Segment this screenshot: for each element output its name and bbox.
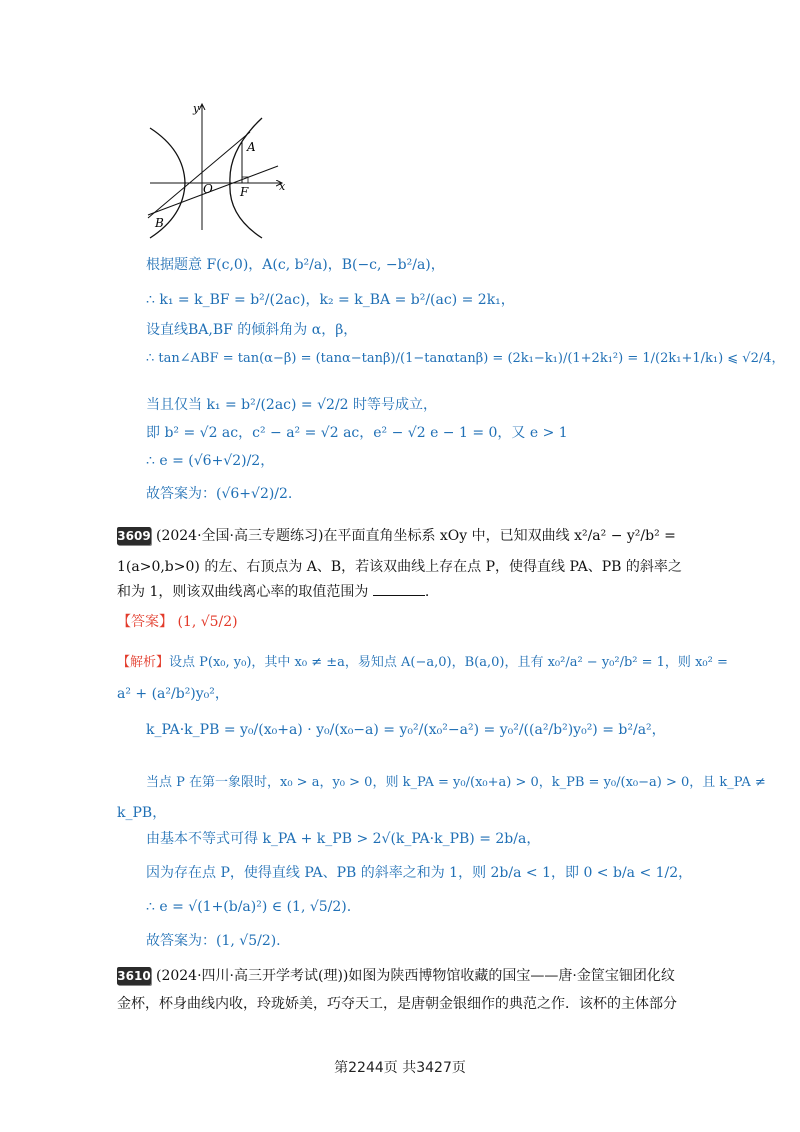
sol-line-6: 即 b² = √2 ac，c² − a² = √2 ac，e² − √2 e − 1 = 0，又 e > 1 (146, 425, 568, 441)
analysis-line-5: k_PB， (117, 805, 167, 821)
q3609-line-1: (2024·全国·高三专题练习)在平面直角坐标系 xOy 中，已知双曲线 x²/a² − y²/b² = (156, 528, 676, 544)
answer-label: 【答案】 (117, 614, 173, 630)
analysis-line-2: a² + (a²/b²)y₀²， (117, 686, 229, 702)
analysis-line-3: k_PA·k_PB = y₀/(x₀+a) · y₀/(x₀−a) = y₀²/(x₀²−a²) = y₀²/((a²/b²)y₀²) = b²/a²， (146, 722, 666, 738)
analysis-line-7: 因为存在点 P，使得直线 PA、PB 的斜率之和为 1，则 2b/a < 1，即 0 < b/a < 1/2， (146, 865, 693, 881)
sol-line-8: 故答案为：(√6+√2)/2. (146, 486, 293, 502)
q3610-line-2: 金杯，杯身曲线内收，玲珑娇美，巧夺天工，是唐朝金银细作的典范之作．该杯的主体部分 (117, 996, 677, 1012)
line-BA (148, 132, 250, 218)
sol-line-2: ∴ k₁ = k_BF = b²/(2ac)，k₂ = k_BA = b²/(ac) = 2k₁， (146, 292, 515, 308)
label-B: B (155, 216, 164, 230)
analysis-line-6: 由基本不等式可得 k_PA + k_PB > 2√(k_PA·k_PB) = 2b/a， (146, 831, 541, 847)
q3609-line-3-text: 和为 1，则该双曲线离心率的取值范围为 (117, 584, 369, 600)
sol-line-1: 根据题意 F(c,0)，A(c, b²/a)，B(−c, −b²/a)， (146, 257, 445, 273)
analysis-line-1-text: 设点 P(x₀, y₀)，其中 x₀ ≠ ±a，易知点 A(−a,0)，B(a,0)，且有 x₀²/a² − y₀²/b² = 1，则 x₀² = (169, 655, 728, 670)
sol-line-4: ∴ tan∠ABF = tan(α−β) = (tanα−tanβ)/(1−tanαtanβ) = (2k₁−k₁)/(1+2k₁²) = 1/(2k₁+1/k₁) ⩽ √2/4， (146, 351, 785, 366)
q3610-line-1: (2024·四川·高三开学考试(理))如图为陕西博物馆收藏的国宝——唐·金筐宝钿团化纹 (156, 968, 675, 984)
answer-blank (373, 595, 425, 596)
q3609-line-2: 1(a>0,b>0) 的左、右顶点为 A、B，若该双曲线上存在点 P，使得直线 PA、PB 的斜率之 (117, 559, 682, 575)
analysis-line-9: 故答案为：(1, √5/2). (146, 933, 281, 949)
label-y: y (193, 102, 200, 115)
label-F: F (240, 185, 249, 199)
label-A: A (247, 140, 256, 154)
q3609-line-3 (117, 585, 429, 599)
label-x: x (279, 180, 286, 193)
hyperbola-figure (0, 0, 800, 240)
sol-line-7: ∴ e = (√6+√2)/2， (146, 453, 275, 469)
label-O: O (203, 182, 213, 196)
question-number-badge: 3609 (117, 529, 151, 543)
analysis-label: 【解析】 (117, 655, 170, 670)
page-footer: 第2244页 共3427页 (334, 1060, 466, 1076)
analysis-line-4: 当点 P 在第一象限时，x₀ > a，y₀ > 0，则 k_PA = y₀/(x₀+a) > 0，k_PB = y₀/(x₀−a) > 0，且 k_PA ≠ (146, 775, 766, 790)
question-number-badge-3610: 3610 (117, 969, 151, 983)
q3609-line-3-end: . (424, 584, 430, 600)
sol-line-3: 设直线BA,BF 的倾斜角为 α，β， (146, 322, 358, 338)
analysis-line-8: ∴ e = √(1+(b/a)²) ∈ (1, √5/2). (146, 899, 352, 915)
sol-line-5: 当且仅当 k₁ = b²/(2ac) = √2/2 时等号成立， (146, 397, 438, 413)
analysis-line-1 (117, 656, 728, 669)
line-BF (148, 166, 278, 215)
answer-line (117, 615, 238, 629)
answer-value: (1, √5/2) (177, 614, 238, 630)
